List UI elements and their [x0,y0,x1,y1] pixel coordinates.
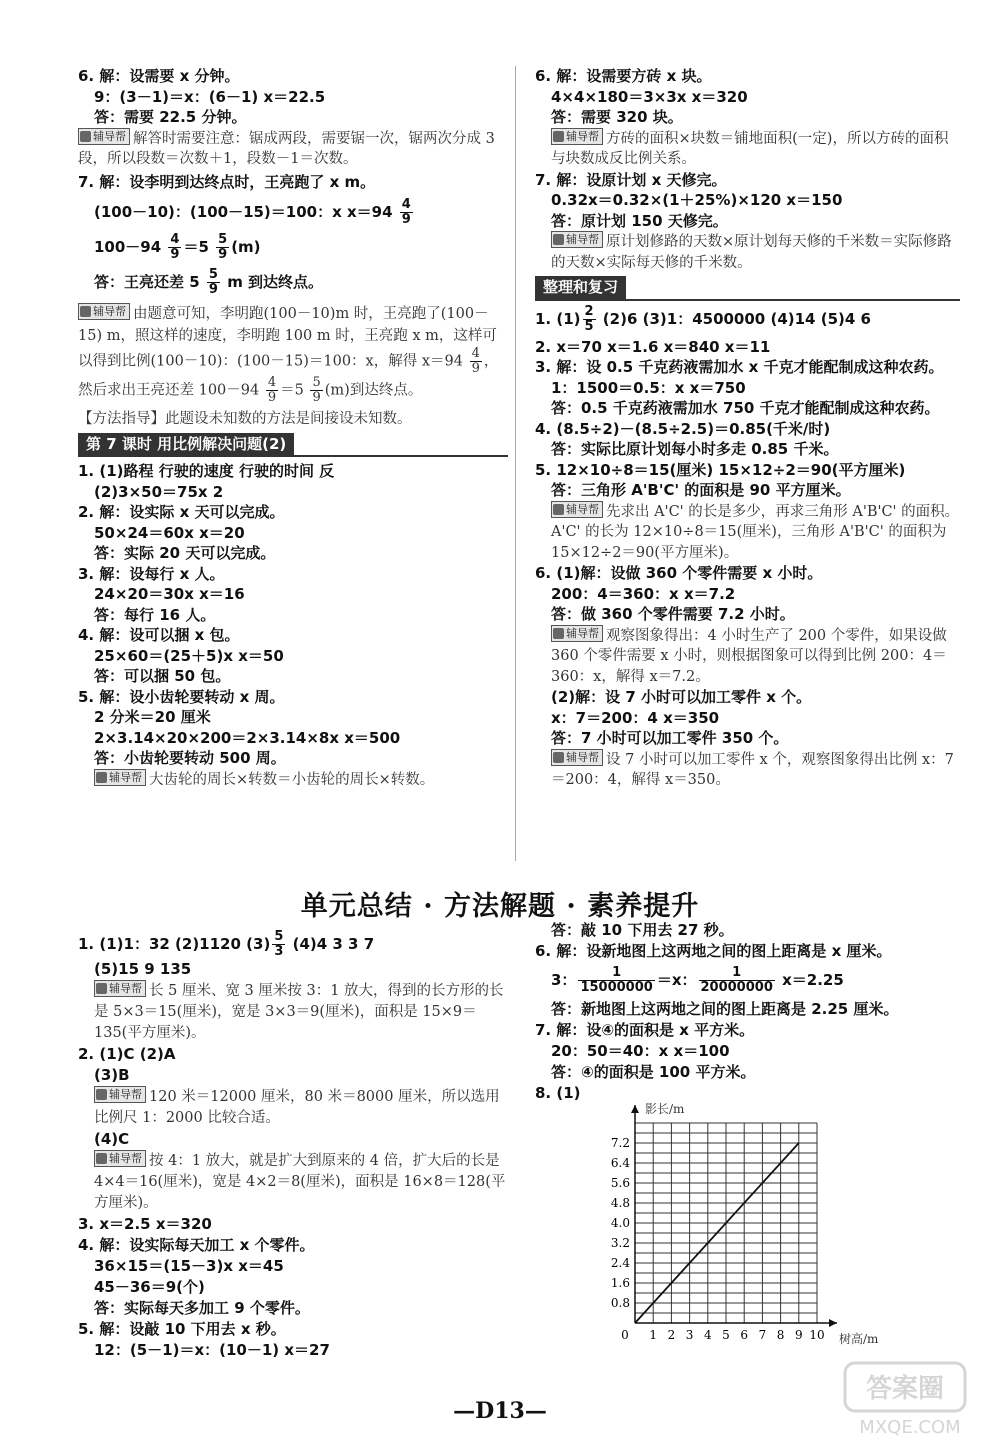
answer-line: 7. 解：设原计划 x 天修完。 [535,170,727,189]
helper-icon [553,131,564,142]
answer-line: 答：每行 16 人。 [94,605,216,624]
x-tick-label: 9 [794,1328,803,1342]
method-guide: 【方法指导】此题设未知数的方法是间接设未知数。 [78,411,412,427]
helper-tag: 辅导帮 [94,1086,146,1103]
answer-line: 答：原计划 150 天修完。 [551,211,728,230]
y-tick-label: 4.0 [610,1216,630,1230]
x-axis-arrow [829,1319,837,1327]
answer-line: x：7＝200：4 x＝350 [551,708,720,727]
answer-line: 25×60＝(25＋5)x x＝50 [94,646,284,665]
helper-icon [553,628,564,639]
helper-tag: 辅导帮 [94,980,146,997]
q6-line: 9：(3－1)＝x：(6－1) x＝22.5 [94,87,326,106]
x-axis-label: 树高/m [839,1332,879,1345]
q2c-note: 辅导帮 按 4：1 放大，就是扩大到原来的 4 倍，扩大后的长是 4×4＝16(厘米)，宽是 4×2＝8(厘米)，面积是 16×8＝128(平方厘米)。 [94,1152,506,1211]
x-tick-label: 7 [758,1328,767,1342]
x-tick-label: 0 [621,1328,629,1342]
answer-line: (4)C [94,1130,130,1148]
answer-line: 3. x＝2.5 x＝320 [78,1215,212,1233]
answer-line: 答：实际每天多加工 9 个零件。 [94,1299,310,1317]
review-title: 整理和复习 [535,276,626,299]
y-tick-label: 2.4 [610,1256,630,1270]
watermark-logo [840,1355,980,1440]
answer-line: 1：1500＝0.5：x x＝750 [551,378,746,397]
y-axis-label: 影长/m [645,1102,685,1116]
answer-line: 答：④的面积是 100 平方米。 [551,1063,756,1081]
answer-line: (2)解：设 7 小时可以加工零件 x 个。 [551,688,812,706]
lesson-title: 第 7 课时 用比例解决问题(2) [78,433,294,456]
right-column [535,66,960,791]
helper-icon [553,752,564,763]
y-tick-label: 5.6 [610,1176,630,1190]
answer-line: 36×15＝(15－3)x x＝45 [94,1257,284,1275]
answer-line: 答：新地图上这两地之间的图上距离是 2.25 厘米。 [551,1000,899,1018]
answer-line: 答：需要 320 块。 [551,108,683,126]
helper-tag: 辅导帮 [551,231,603,248]
answer-line: 1. (1)路程 行驶的速度 行驶的时间 反 [78,462,335,480]
answer-line: 答：可以捆 50 包。 [94,667,231,685]
answer-line: (3)B [94,1066,130,1084]
lesson7-note: 辅导帮 大齿轮的周长×转数＝小齿轮的周长×转数。 [78,769,508,791]
q5-note: 辅导帮 先求出 A'C' 的长是多少，再求三角形 A'B'C' 的面积。A'C' 的长为 12×10÷8＝15(厘米)，三角形 A'B'C' 的面积为 15×12÷2＝90(平方厘米)。 [551,502,960,561]
answer-line: 1. (1) $\frac{2}{5}$ (2)6 (3)1：4500000 (4)14 (5)4 6 [535,303,871,334]
answer-line: 4×4×180＝3×3x x＝320 [551,87,748,106]
helper-icon [553,234,564,245]
q2-note: 辅导帮 120 米＝12000 厘米，80 米＝8000 厘米，所以选用比例尺 1：2000 比较合适。 [94,1088,500,1126]
q6-note: 辅导帮 解答时需要注意：锯成两段，需要锯一次，锯两次分成 3 段，所以段数＝次数＋1，段数－1＝次数。 [78,129,495,167]
y-tick-label: 7.2 [610,1136,630,1150]
answer-line: 6. 解：设需要方砖 x 块。 [535,67,712,85]
summary-right [535,920,960,1104]
x-tick-label: 1 [649,1328,658,1342]
answer-line: 2×3.14×20×200＝2×3.14×8x x＝500 [94,728,401,747]
svg-text:MXQE.COM: MXQE.COM [859,1417,961,1438]
helper-tag: 辅导帮 [78,303,130,320]
y-tick-label: 0.8 [610,1296,630,1310]
y-axis-arrow [631,1105,639,1113]
helper-icon [80,131,91,142]
column-divider [515,66,516,861]
answer-line: 5. 解：设敲 10 下用去 x 秒。 [78,1320,286,1338]
helper-tag: 辅导帮 [551,625,603,642]
answer-line: 5. 12×10÷8＝15(厘米) 15×12÷2＝90(平方厘米) [535,460,906,479]
q7-note: 辅导帮 原计划修路的天数×原计划每天修的千米数＝实际修路的天数×实际每天修的千米数。 [551,233,952,271]
x-tick-label: 8 [776,1328,785,1342]
summary-left [78,930,508,1361]
y-tick-label: 6.4 [610,1156,630,1170]
lesson-header [78,433,508,458]
answer-line: 答：7 小时可以加工零件 350 个。 [551,729,789,747]
x-tick-label: 4 [703,1328,712,1342]
helper-tag: 辅导帮 [551,501,603,518]
answer-line: 6. 解：设新地图上这两地之间的图上距离是 x 厘米。 [535,942,892,960]
answer-line: 答：做 360 个零件需要 7.2 小时。 [551,605,795,623]
answer-line: 2 分米＝20 厘米 [94,708,211,726]
helper-icon [96,983,107,994]
answer-line: 答：小齿轮要转动 500 周。 [94,749,286,767]
x-tick-label: 6 [740,1328,749,1342]
q7-equation: (100－10)：(100－15)＝100：x x＝94 $\frac{4}{9}$ [94,197,411,227]
answer-line: 3. 解：设 0.5 千克药液需加水 x 千克才能配制成这种农药。 [535,358,944,376]
y-tick-label: 3.2 [610,1236,630,1250]
shadow-length-chart [590,1085,920,1345]
answer-line: 5. 解：设小齿轮要转动 x 周。 [78,687,285,706]
answer-line: 答：实际比原计划每小时多走 0.85 千米。 [551,440,839,458]
answer-line: 答：0.5 千克药液需加水 750 千克才能配制成这种农药。 [551,399,940,417]
helper-tag: 辅导帮 [551,128,603,145]
q6-note: 辅导帮 观察图象得出：4 小时生产了 200 个零件，如果设做 360 个零件需要 x 小时，则根据图象可以得到比例 200：4＝360：x，解得 x＝7.2。 [551,626,947,685]
q6-line: 答：需要 22.5 分钟。 [94,108,247,126]
answer-line: 答：敲 10 下用去 27 秒。 [551,921,734,939]
q6-equation: 3： $\frac{1}{15000000}$ ＝x： $\frac{1}{20000000}$ x＝2.25 [551,965,844,995]
x-tick-label: 2 [667,1328,676,1342]
helper-tag: 辅导帮 [78,128,130,145]
answer-line: 8. (1) [535,1084,581,1102]
answer-line: 7. 解：设④的面积是 x 平方米。 [535,1021,755,1039]
helper-icon [96,1089,107,1100]
answer-line: 2. 解：设实际 x 天可以完成。 [78,503,285,521]
helper-icon [96,772,107,783]
answer-line: 4. (8.5÷2)－(8.5÷2.5)＝0.85(千米/时) [535,419,831,438]
helper-tag: 辅导帮 [551,749,603,766]
answer-line: 45－36＝9(个) [94,1278,205,1296]
q7-equation: 100－94 $\frac{4}{9}$ ＝5 $\frac{5}{9}$ (m) [94,232,261,262]
x-tick-label: 10 [809,1328,825,1342]
q6-line: 6. 解：设需要 x 分钟。 [78,67,240,85]
x-tick-label: 5 [722,1328,730,1342]
x-tick-label: 3 [685,1328,694,1342]
answer-line: 50×24＝60x x＝20 [94,523,245,542]
q6b-note: 辅导帮 设 7 小时可以加工零件 x 个，观察图象得出比例 x：7＝200：4，解得 x＝350。 [551,750,954,788]
answer-line: 3. 解：设每行 x 人。 [78,564,225,583]
answer-line: 1. (1)1：32 (2)1120 (3) $\frac{5}{3}$ (4)4 3 3 7 [78,929,375,959]
q1-note: 辅导帮 长 5 厘米、宽 3 厘米按 3：1 放大，得到的长方形的长是 5×3＝15(厘米)，宽是 3×3＝9(厘米)，面积是 15×9＝135(平方厘米)。 [94,982,504,1041]
svg-text:答案圈: 答案圈 [865,1374,945,1404]
q6-note: 辅导帮 方砖的面积×块数＝铺地面积(一定)，所以方砖的面积与块数成反比例关系。 [551,129,949,167]
answer-line: 答：实际 20 天可以完成。 [94,544,276,562]
y-tick-label: 4.8 [610,1196,630,1210]
answer-line: (2)3×50＝75x 2 [94,482,224,501]
q7-line: 7. 解：设李明到达终点时，王亮跑了 x m。 [78,172,376,191]
page-number: —D13— [453,1398,547,1424]
answer-line: 0.32x＝0.32×(1＋25%)×120 x＝150 [551,191,843,209]
answer-line: 200：4＝360：x x＝7.2 [551,584,736,603]
answer-line: (5)15 9 135 [94,960,192,978]
answer-line: 4. 解：设实际每天加工 x 个零件。 [78,1236,315,1254]
answer-line: 6. (1)解：设做 360 个零件需要 x 小时。 [535,564,823,582]
left-column [78,66,508,790]
answer-line: 2. x＝70 x＝1.6 x＝840 x＝11 [535,337,771,356]
answer-line: 20：50＝40：x x＝100 [551,1042,730,1060]
answer-line: 2. (1)C (2)A [78,1045,176,1063]
answer-line: 24×20＝30x x＝16 [94,585,245,603]
helper-tag: 辅导帮 [94,1150,146,1167]
y-tick-label: 1.6 [610,1276,630,1290]
review-header [535,276,960,301]
q7-note: 辅导帮 由题意可知，李明跑(100－10)m 时，王亮跑了(100－15) m，照这样的速度，李明跑 100 m 时，王亮跑 x m，这样可以得到比例(100－10)：(100－15)＝100：x，解得 x＝94 $\frac{4}{9}$ ，然后求出王亮还差 100－94 $\frac{4}{9}$ ＝5 $\frac{5}{9}$ (m)到达终点。 [78,305,499,405]
section-heading: 单元总结 · 方法解题 · 素养提升 [300,891,700,922]
answer-line: 12：(5－1)＝x：(10－1) x＝27 [94,1341,330,1359]
helper-icon [96,1153,107,1164]
helper-icon [553,504,564,515]
answer-line: 答：三角形 A'B'C' 的面积是 90 平方厘米。 [551,481,851,499]
q7-answer: 答：王亮还差 5 $\frac{5}{9}$ m 到达终点。 [94,267,324,297]
answer-line: 4. 解：设可以捆 x 包。 [78,626,240,644]
helper-tag: 辅导帮 [94,769,146,786]
helper-icon [80,306,91,317]
